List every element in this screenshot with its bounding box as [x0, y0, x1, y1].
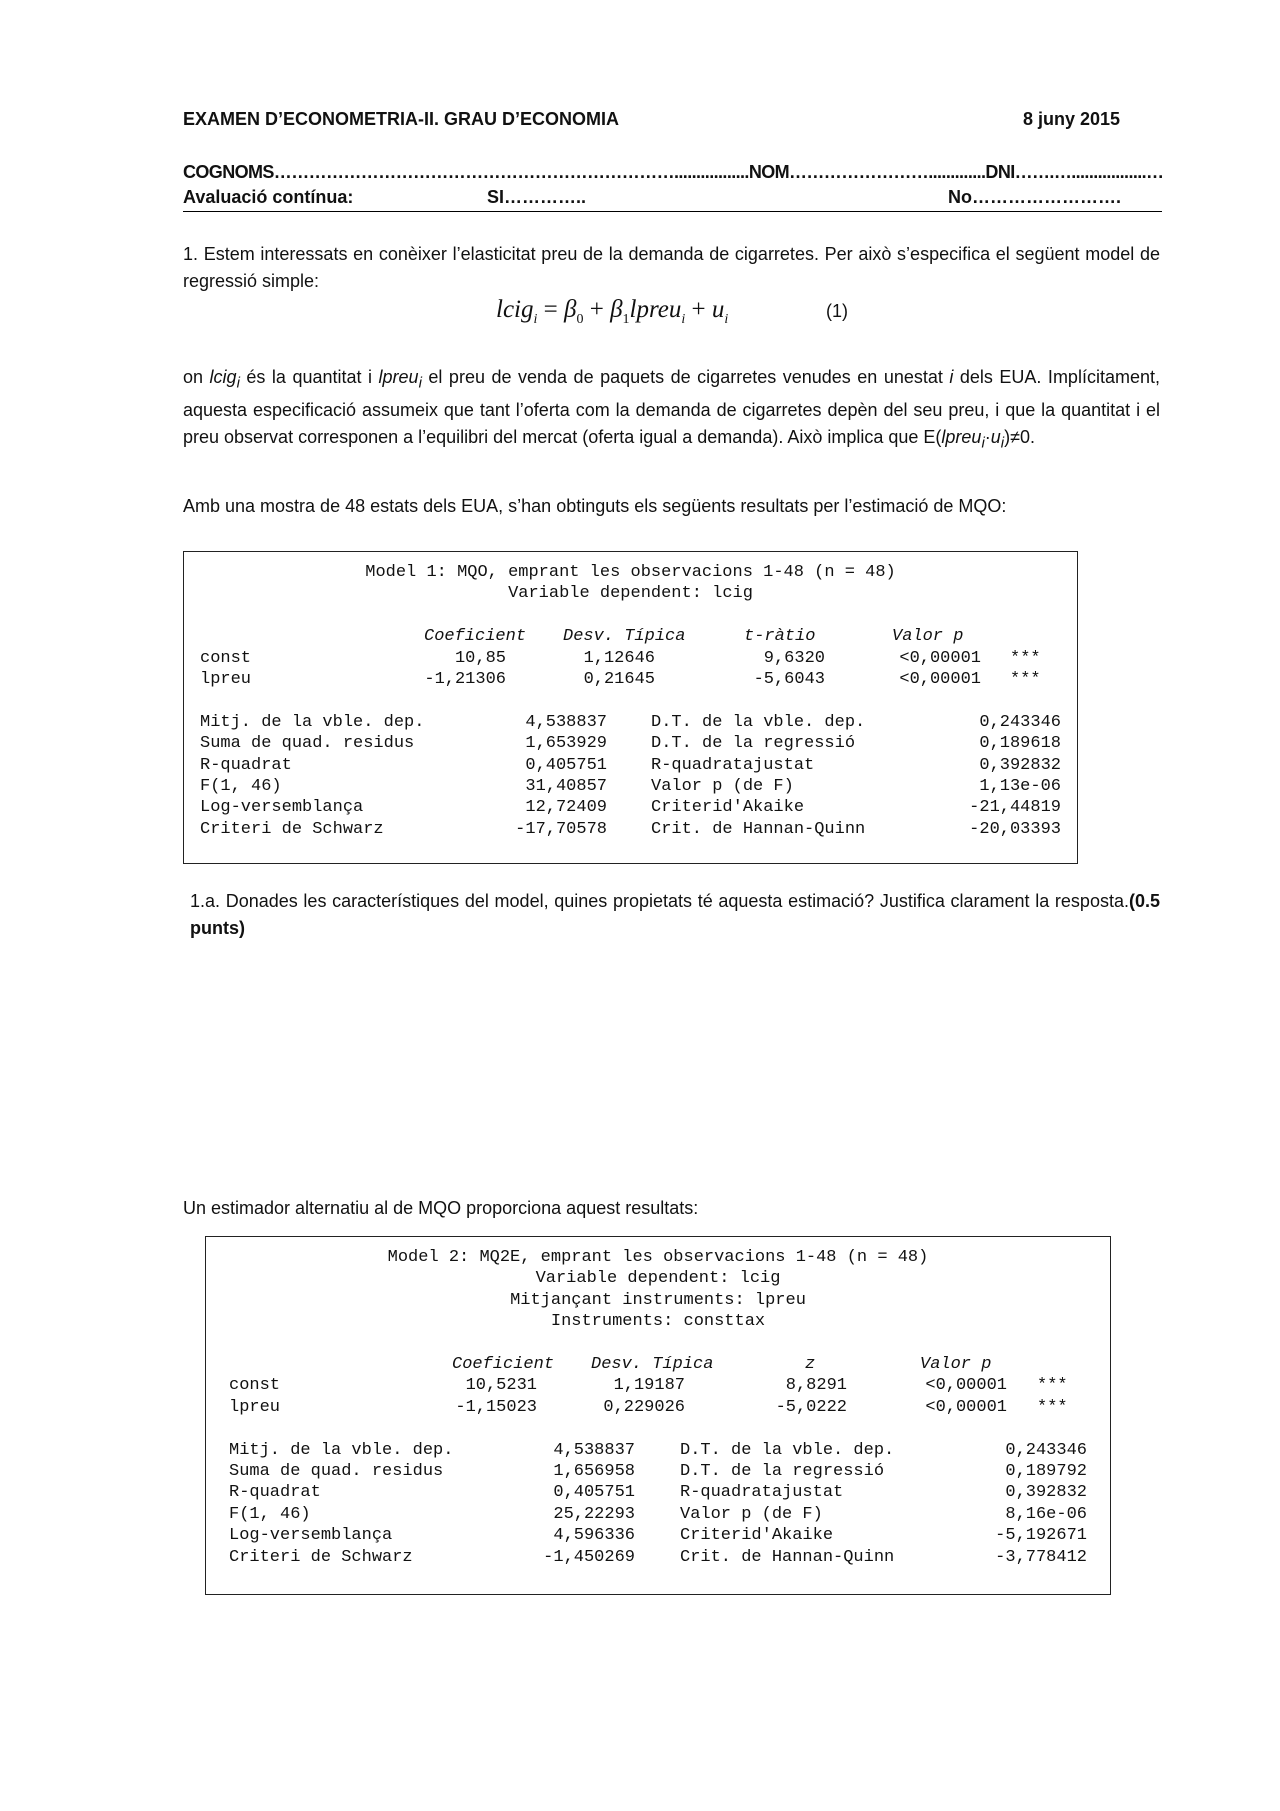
model1-title: Model 1: MQO, emprant les observacions 1-48 (n = 48)	[365, 563, 896, 582]
name-fields-line: COGNOMS…………………………………………………………….................NOM…………………….............DNI…….….................…	[183, 162, 1164, 182]
model2-row-const-se: 1,19187	[613, 1376, 685, 1396]
model2-stat-label: Mitj. de la vble. dep.	[229, 1440, 454, 1460]
model2-depvar: Variable dependent: lcig	[535, 1269, 781, 1289]
model2-stat-label: D.T. de la regressió	[680, 1462, 885, 1481]
model1-col-headers	[184, 626, 1077, 647]
model2-stat-value: 4,538837	[553, 1440, 635, 1460]
model2-stats-row-2	[206, 1461, 1110, 1482]
model2-stat-value: 0,392832	[1005, 1483, 1087, 1503]
model2-row-lpreu-coef: -1,15023	[455, 1397, 537, 1417]
eq-sub-i: i	[533, 312, 538, 327]
model1-stat-value: -21,44819	[969, 798, 1061, 818]
model2-col-stat: z	[805, 1355, 816, 1374]
model2-stats-row-3	[206, 1482, 1110, 1503]
model1-stat-label: Log-versemblança	[200, 798, 364, 818]
model1-output	[184, 562, 1077, 840]
model2-row-lpreu-p: <0,00001	[925, 1397, 1007, 1417]
model1-row-lpreu-stars: ***	[1010, 670, 1041, 689]
equation-number: (1)	[826, 301, 848, 321]
model1-col-coef: Coeficient	[424, 627, 527, 647]
p2-text2: el preu de venda de paquets de cigarretes venudes en unestat	[421, 367, 950, 387]
model1-row-const-p: <0,00001	[899, 648, 981, 668]
alt-estimator-paragraph: Un estimador alternatiu al de MQO proporciona aquest resultats:	[183, 1198, 699, 1218]
p2-lcig-sub: i	[236, 374, 240, 392]
q1-definition-paragraph	[183, 364, 1160, 456]
model2-stat-label: R-quadratajustat	[680, 1483, 844, 1503]
eval-si: SI…………..	[487, 187, 587, 207]
model2-row-const-coef: 10,5231	[465, 1376, 537, 1396]
model1-stat-value: 31,40857	[525, 777, 607, 796]
p2-on: on	[183, 367, 210, 387]
p2-i: i	[949, 367, 954, 387]
model1-stat-value: -20,03393	[969, 819, 1061, 839]
model2-stat-value: -5,192671	[995, 1526, 1087, 1546]
model1-row-const-stars: ***	[1010, 648, 1041, 668]
model1-col-stat: t-ràtio	[744, 627, 816, 647]
q1a-points: (0.5 punts)	[190, 891, 1160, 938]
eq-beta0: β	[564, 296, 577, 323]
p2-lpreu-sub: i	[418, 374, 422, 392]
model2-title: Model 2: MQ2E, emprant les observacions 1-48 (n = 48)	[387, 1248, 929, 1267]
model1-stat-value: 4,538837	[525, 712, 607, 732]
model2-row-const-stat: 8,8291	[785, 1376, 847, 1396]
model1-stat-label: Crit. de Hannan-Quinn	[651, 819, 866, 839]
eq-beta1-sub: 1	[622, 312, 630, 327]
p2-lpreu-2: lpreu	[941, 426, 982, 447]
model1-stats-row-5	[184, 797, 1077, 818]
model2-stat-label: R-quadrat	[229, 1483, 321, 1503]
eq-lpreu-sub: i	[681, 312, 686, 327]
p2-u: u	[990, 426, 1001, 447]
model2-row-const	[206, 1375, 1110, 1396]
model2-row-const-stars: ***	[1037, 1376, 1068, 1396]
p2-lpreu: lpreu	[378, 367, 419, 387]
model1-stat-value: 12,72409	[525, 798, 607, 818]
exam-date: 8 juny 2015	[1023, 109, 1121, 129]
model2-stat-value: -3,778412	[995, 1547, 1087, 1567]
model2-stat-value: 4,596336	[553, 1526, 635, 1546]
model2-stat-label: Criteri de Schwarz	[229, 1547, 413, 1567]
model1-stat-label: D.T. de la regressió	[651, 734, 856, 754]
model1-stat-value: 0,392832	[979, 755, 1061, 775]
eq-beta0-sub: 0	[576, 312, 584, 327]
p2-text3: dels EUA. Implícitament, aquesta especificació assumeix que tant l’oferta com la demanda de cigarretes depèn del seu preu, i que la quantitat i el preu observat corresponen a l’equilibri del mercat (oferta igual a demanda). Això implica que E(	[183, 367, 1160, 447]
eq-plus2: +	[685, 296, 712, 323]
model1-row-lpreu-name: lpreu	[200, 670, 252, 689]
eq-lpreu: lpreu	[629, 296, 682, 323]
equation	[496, 296, 728, 328]
model1-depvar: Variable dependent: lcig	[508, 584, 753, 604]
model2-stat-value: 0,243346	[1005, 1440, 1087, 1460]
model1-stats-row-3	[184, 755, 1077, 776]
model1-row-lpreu	[184, 669, 1077, 690]
model1-stat-value: 1,13e-06	[979, 777, 1061, 796]
model1-row-const-coef: 10,85	[454, 648, 506, 668]
model2-stat-value: -1,450269	[543, 1547, 635, 1567]
model1-row-lpreu-p: <0,00001	[899, 670, 981, 689]
eq-plus1: +	[583, 296, 611, 323]
p2-text1: és la quantitat i	[239, 367, 379, 387]
model1-stat-label: R-quadrat	[200, 755, 292, 775]
model2-stat-label: D.T. de la vble. dep.	[680, 1440, 895, 1460]
model1-row-const-stat: 9,6320	[763, 648, 825, 668]
model2-col-headers	[206, 1354, 1110, 1375]
model1-stat-value: 0,405751	[525, 755, 607, 775]
model2-stat-label: Valor p (de F)	[680, 1504, 823, 1524]
eq-beta1: β	[610, 296, 623, 323]
q1-intro: 1. Estem interessats en conèixer l’elasticitat preu de la demanda de cigarretes. Per això s’especifica el següent model de regressió simple:	[183, 244, 1160, 291]
model2-stat-value: 8,16e-06	[1005, 1504, 1087, 1524]
header-rule	[183, 211, 1162, 212]
model2-row-const-p: <0,00001	[925, 1376, 1007, 1396]
model1-row-lpreu-se: 0,21645	[583, 670, 655, 689]
model2-col-p: Valor p	[920, 1355, 992, 1374]
model2-stats-row-4	[206, 1504, 1110, 1525]
q1-sample-paragraph: Amb una mostra de 48 estats dels EUA, s’han obtinguts els següents resultats per l’estimació de MQO:	[183, 496, 1007, 516]
model1-stat-label: Mitj. de la vble. dep.	[200, 712, 425, 732]
model2-stats-row-5	[206, 1525, 1110, 1546]
p2-u-sub: i	[1000, 434, 1005, 452]
p2-lcig: lcig	[209, 367, 237, 387]
model1-stat-label: R-quadratajustat	[651, 755, 815, 775]
model2-stat-value: 0,405751	[553, 1483, 635, 1503]
model1-stat-value: -17,70578	[515, 819, 607, 839]
model2-row-lpreu-stars: ***	[1037, 1397, 1068, 1417]
model2-instruments-used: Mitjançant instruments: lpreu	[510, 1290, 806, 1310]
eq-equals: =	[537, 296, 564, 323]
model1-stats-row-2	[184, 733, 1077, 754]
model2-row-lpreu-se: 0,229026	[603, 1397, 685, 1417]
model1-row-const	[184, 648, 1077, 669]
p2-end: )≠0.	[1004, 426, 1036, 447]
model1-stat-value: 0,189618	[979, 734, 1061, 754]
q1a-answer-space[interactable]	[183, 950, 1160, 1190]
model2-col-se: Desv. Típica	[591, 1355, 714, 1374]
model2-output	[206, 1247, 1110, 1568]
model1-stat-label: Criterid'Akaike	[651, 798, 805, 818]
model2-row-lpreu-stat: -5,0222	[775, 1397, 847, 1417]
model2-stat-label: Criterid'Akaike	[680, 1526, 834, 1546]
model1-row-lpreu-coef: -1,21306	[424, 670, 506, 689]
model1-row-const-se: 1,12646	[583, 648, 655, 668]
exam-title: EXAMEN D’ECONOMETRIA-II. GRAU D’ECONOMIA	[183, 109, 620, 129]
model2-stats-row-1	[206, 1440, 1110, 1461]
model1-stat-label: Criteri de Schwarz	[200, 819, 384, 839]
eval-label: Avaluació contínua:	[183, 187, 354, 207]
model2-row-lpreu-name: lpreu	[229, 1397, 281, 1417]
eq-lcig: lcig	[496, 296, 534, 323]
model1-output-box	[183, 551, 1078, 864]
model1-stat-label: Suma de quad. residus	[200, 734, 415, 754]
model2-stat-value: 0,189792	[1005, 1462, 1087, 1481]
model2-stat-label: Crit. de Hannan-Quinn	[680, 1547, 895, 1567]
model2-stat-value: 1,656958	[553, 1462, 635, 1481]
p2-dot: ·	[984, 426, 991, 447]
p2-lpreu-sub-2: i	[981, 434, 985, 452]
model1-stat-label: F(1, 46)	[200, 777, 282, 796]
model1-stat-value: 0,243346	[979, 712, 1061, 732]
model1-col-p: Valor p	[892, 627, 964, 647]
model2-row-const-name: const	[229, 1376, 281, 1396]
eq-u: u	[711, 296, 725, 323]
model1-stats-row-4	[184, 776, 1077, 797]
model2-row-lpreu	[206, 1397, 1110, 1418]
model2-stat-label: Suma de quad. residus	[229, 1462, 444, 1481]
q1a-text: 1.a. Donades les característiques del model, quines propietats té aquesta estimació? Justifica clarament la resposta.	[190, 891, 1129, 911]
eval-no: No…………………….	[948, 187, 1121, 207]
model2-stat-value: 25,22293	[553, 1504, 635, 1524]
model1-stat-label: Valor p (de F)	[651, 777, 794, 796]
model1-stat-value: 1,653929	[525, 734, 607, 754]
model1-col-se: Desv. Típica	[563, 627, 686, 647]
model2-instruments: Instruments: consttax	[550, 1312, 766, 1332]
model1-row-const-name: const	[200, 648, 252, 668]
model1-stats-row-1	[184, 712, 1077, 733]
eq-u-sub: i	[724, 312, 729, 327]
model2-stats-row-6	[206, 1547, 1110, 1568]
q1a-question	[190, 888, 1160, 942]
model2-col-coef: Coeficient	[452, 1355, 555, 1374]
model2-stat-label: F(1, 46)	[229, 1504, 311, 1524]
model2-output-box	[205, 1236, 1111, 1595]
model2-stat-label: Log-versemblança	[229, 1526, 393, 1546]
model1-stats-row-6	[184, 819, 1077, 840]
model1-row-lpreu-stat: -5,6043	[753, 670, 825, 689]
model1-stat-label: D.T. de la vble. dep.	[651, 712, 866, 732]
